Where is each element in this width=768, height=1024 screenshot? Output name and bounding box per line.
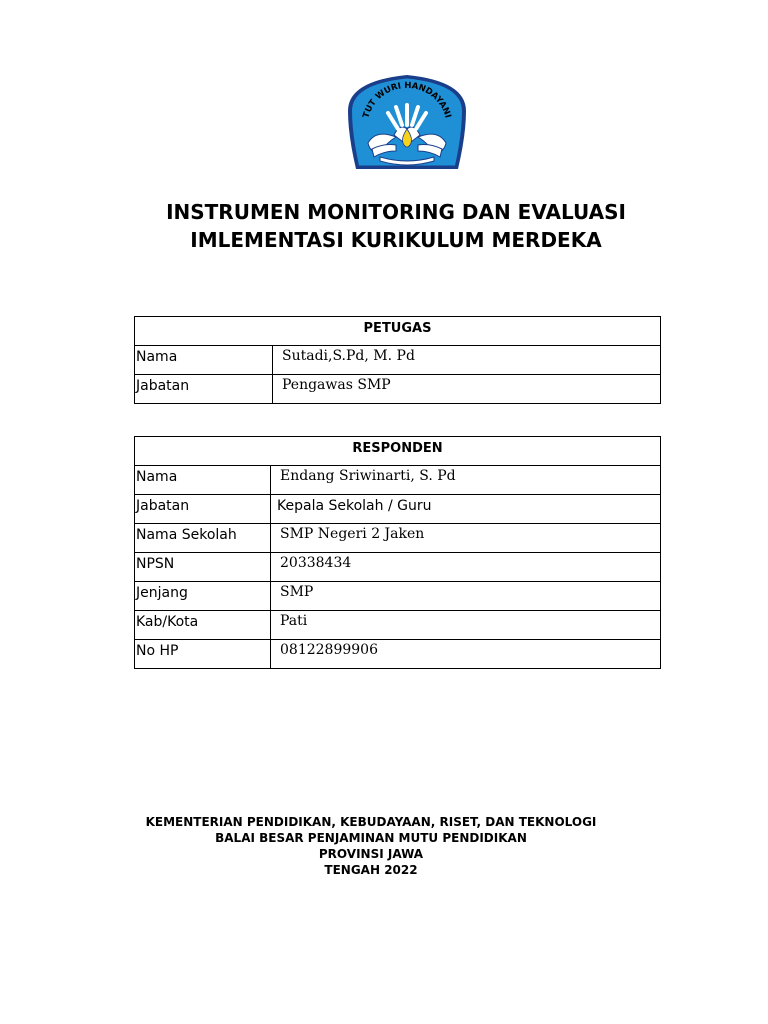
- table-row: [135, 553, 661, 582]
- responden-nohp-value: 08122899906: [271, 640, 661, 669]
- table-row: [135, 346, 661, 375]
- tut-wuri-handayani-logo: [340, 73, 474, 173]
- footer-ministry: KEMENTERIAN PENDIDIKAN, KEBUDAYAAN, RISET, DAN TEKNOLOGI: [145, 815, 597, 829]
- petugas-jabatan-value: Pengawas SMP: [273, 375, 661, 404]
- logo-motto: TUT WURI HANDAYANI: [361, 80, 453, 120]
- responden-nama-label: Nama: [135, 466, 271, 495]
- responden-nama-value: Endang Sriwinarti, S. Pd: [271, 466, 661, 495]
- table-row: [135, 495, 661, 524]
- petugas-jabatan-label: Jabatan: [135, 375, 273, 404]
- table-header-row: [135, 317, 661, 346]
- table-row: [135, 640, 661, 669]
- petugas-header: PETUGAS: [135, 317, 661, 346]
- table-header-row: [135, 437, 661, 466]
- responden-sekolah-value: SMP Negeri 2 Jaken: [271, 524, 661, 553]
- document-title-line-1: INSTRUMEN MONITORING DAN EVALUASI: [166, 200, 626, 224]
- petugas-nama-value: Sutadi,S.Pd, M. Pd: [273, 346, 661, 375]
- responden-header: RESPONDEN: [135, 437, 661, 466]
- table-row: [135, 375, 661, 404]
- responden-npsn-label: NPSN: [135, 553, 271, 582]
- table-row: [135, 611, 661, 640]
- table-row: [135, 524, 661, 553]
- responden-jabatan-value: Kepala Sekolah / Guru: [271, 495, 661, 524]
- responden-kabkota-label: Kab/Kota: [135, 611, 271, 640]
- responden-jabatan-label: Jabatan: [135, 495, 271, 524]
- petugas-table: [134, 316, 661, 404]
- responden-jenjang-value: SMP: [271, 582, 661, 611]
- footer-institution: BALAI BESAR PENJAMINAN MUTU PENDIDIKAN: [215, 831, 527, 845]
- responden-nohp-label: No HP: [135, 640, 271, 669]
- footer-year: TENGAH 2022: [324, 863, 418, 877]
- table-row: [135, 466, 661, 495]
- responden-jenjang-label: Jenjang: [135, 582, 271, 611]
- responden-table: [134, 436, 661, 669]
- responden-sekolah-label: Nama Sekolah: [135, 524, 271, 553]
- table-row: [135, 582, 661, 611]
- responden-npsn-value: 20338434: [271, 553, 661, 582]
- document-title-line-2: IMLEMENTASI KURIKULUM MERDEKA: [190, 228, 602, 252]
- footer-province: PROVINSI JAWA: [318, 847, 424, 861]
- responden-kabkota-value: Pati: [271, 611, 661, 640]
- petugas-nama-label: Nama: [135, 346, 273, 375]
